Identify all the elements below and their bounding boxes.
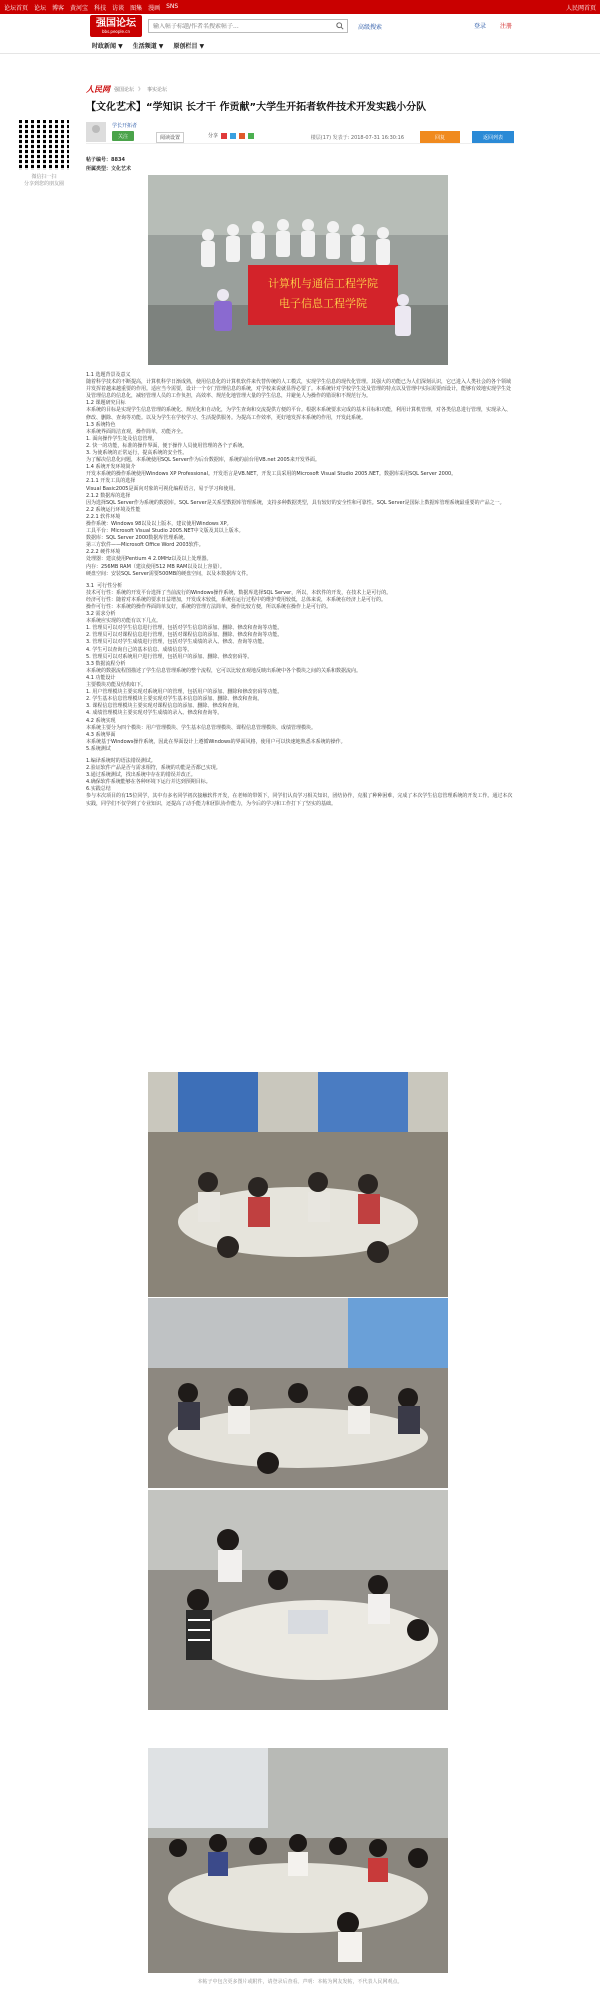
body-paragraph: 1. 用户管理模块主要实现对系统用户的管理，包括用户的添加、删除和修改密码等功能。 bbox=[86, 689, 283, 696]
top-link[interactable]: 科技 bbox=[94, 4, 107, 12]
body-paragraph: 1.3 系统特色 bbox=[86, 421, 116, 428]
top-link[interactable]: 访谈 bbox=[112, 4, 125, 12]
body-paragraph: 5. 管理员可以对系统用户进行管理，包括用户的添加、删除、修改密码等。 bbox=[86, 653, 253, 660]
body-paragraph: 参与本次项目的有15位同学，其中有多名同学初次接触软件开发，在老师的带领下，同学们认真学习相关知识，团结协作，克服了种种困难，完成了本次学生信息管理系统的开发工作。通过本次实践，同学们不仅学到了专业知识，还提高了动手能力和团队协作能力，为今后的学习和工作打下了坚实的基础。 bbox=[86, 793, 513, 807]
logo-sub: bbs.people.cn bbox=[102, 29, 130, 34]
body-paragraph: 4.2 系统实现 bbox=[86, 717, 116, 724]
body-paragraph: 4.3 系统界面 bbox=[86, 731, 116, 738]
register-link[interactable]: 注册 bbox=[499, 23, 512, 30]
body-paragraph: 5.系统测试 bbox=[86, 745, 111, 752]
body-paragraph: 1.编译系统时的语法错误测试。 bbox=[86, 757, 156, 764]
body-paragraph: 1.4 系统开发环境简介 bbox=[86, 464, 136, 471]
classroom-photo-1 bbox=[148, 1072, 448, 1297]
top-link[interactable]: 论坛首页 bbox=[4, 4, 29, 12]
group-photo bbox=[148, 175, 448, 365]
search-icon[interactable] bbox=[333, 20, 347, 32]
search-input[interactable] bbox=[149, 23, 333, 30]
body-paragraph: 本系统主要分为四个模块：用户管理模块、学生基本信息管理模块、课程信息管理模块、成绩管理模块。 bbox=[86, 724, 317, 731]
share-label: 分享 bbox=[208, 133, 219, 139]
breadcrumb-item[interactable]: 强国论坛 bbox=[114, 87, 135, 93]
body-paragraph: 本系统的目标是实现学生信息管理的系统化、规范化和自动化，为学生查询和交流提供方便的平台。根据本系统要求完成的基本目标和功能，利用计算机管理，对各类信息进行管理，实现录入、修改、删除、查询等功能。以及为学生在学校学习、生活提供服务。为提高工作效率，更好地发挥本系统的作用，开发此系统。 bbox=[86, 407, 512, 421]
body-paragraph: 随着科学技术的不断提高，计算机科学日渐成熟，使用信息化的计算机软件来代替传统的人工模式，实现学生信息的现代化管理。其强大的功能已为人们深刻认识，它已进入人类社会的各个领域并发挥着越来越重要的作用。适应当今需要，设计一个专门管理信息的系统，对学校来说就显得必要了。本系统针对学校学生处及管理的特点以及管理中实际需要而设计，能够有效地实现学生处及管理信息的信息化，减轻管理人员的工作负担，高效率、规范化地管理大量的学生信息，并避免人为操作的错误和不规范行为。 bbox=[86, 379, 512, 400]
body-paragraph: Visual Basic2005是面向对象的可视化编程语言，易于学习和使用。 bbox=[86, 485, 239, 492]
body-paragraph: 3. 管理员可以对学生成绩进行管理，包括对学生成绩的录入、修改、查询等功能。 bbox=[86, 639, 268, 646]
body-paragraph: 1. 面向操作学生处及信息管理。 bbox=[86, 435, 158, 442]
page-title: 【文化艺术】“学知识 长才干 作贡献”大学生开拓者软件技术开发实践小分队 bbox=[86, 102, 427, 113]
people-home-link[interactable]: 人民网首页 bbox=[565, 4, 596, 12]
top-link[interactable]: 论坛 bbox=[34, 4, 47, 12]
body-paragraph: 1. 管理员可以对学生信息进行管理，包括对学生信息的添加、删除、修改和查询等功能。 bbox=[86, 625, 283, 632]
search-box bbox=[148, 19, 348, 33]
nav-item-news[interactable]: 时政新闻 ▼ bbox=[92, 43, 123, 50]
body-paragraph: 3.2 需求分析 bbox=[86, 611, 116, 618]
login-link[interactable]: 登录 bbox=[473, 23, 486, 30]
body-paragraph: 操作可行性：本系统的操作界面简单友好，系统的管理方法简单，操作比较方便，所以系统在操作上是可行的。 bbox=[86, 604, 332, 610]
top-link[interactable]: 博客 bbox=[52, 4, 65, 12]
breadcrumb-sep: 》 bbox=[138, 87, 144, 93]
account-links bbox=[474, 21, 512, 30]
body-paragraph: 操作系统：Windows 98以及以上版本，建议使用Windows XP。 bbox=[86, 520, 232, 527]
body-paragraph: 2. 管理员可以对课程信息进行管理，包括对课程信息的添加、删除、修改和查询等功能。 bbox=[86, 632, 283, 639]
body-paragraph: 2.验证软件产品是否与需求相符，系统的功能是否都已实现。 bbox=[86, 765, 221, 772]
back-to-list-button[interactable]: 返回列表 bbox=[472, 131, 514, 143]
nav-item-original[interactable]: 原创栏目 ▼ bbox=[173, 43, 205, 50]
main-nav bbox=[0, 38, 600, 54]
top-link[interactable]: SNS bbox=[166, 2, 179, 10]
body-paragraph: 处理器：建议使用Pentium 4 2.0MHz以及以上处理器。 bbox=[86, 556, 212, 563]
body-paragraph: 数据库：SQL Server 2000数据库管理系统。 bbox=[86, 535, 189, 542]
people-logo[interactable]: 人民网 bbox=[86, 85, 110, 94]
body-paragraph: 本系统应实现的功能有以下几点。 bbox=[86, 618, 162, 625]
body-paragraph: 2. 快一的功能，标准的操作界面，便于操作人员使用管理的各个子系统。 bbox=[86, 442, 248, 449]
weibo-icon[interactable] bbox=[221, 133, 227, 139]
read-settings-button[interactable]: 阅读设置 bbox=[156, 132, 184, 143]
breadcrumb-item[interactable]: 事实论坛 bbox=[147, 87, 168, 93]
body-paragraph: 本系统的数据流程图描述了学生信息管理系统的整个流程，它可以比较直观地反映出系统中各个模块之间的关系和数据流向。 bbox=[86, 667, 362, 674]
classroom-photo-3 bbox=[148, 1490, 448, 1710]
classroom-photo-4 bbox=[148, 1748, 448, 1973]
body-paragraph: 3. 为使系统的正常运行，提高系统的安全性。 bbox=[86, 450, 188, 457]
share-bar bbox=[208, 132, 254, 139]
body-paragraph: 4.1 功能设计 bbox=[86, 674, 116, 681]
body-paragraph: 内存：256MB RAM（建议使用512 MB RAM以及以上容量）。 bbox=[86, 563, 225, 570]
body-paragraph: 硬盘空间：安装SQL Server需要500MB的硬盘空间，以及本数据库文件。 bbox=[86, 570, 252, 577]
qr-caption: 微信扫一扫 分享到您的朋友圈 bbox=[23, 174, 64, 187]
classroom-photo-2 bbox=[148, 1298, 448, 1488]
site-logo[interactable] bbox=[90, 15, 142, 37]
body-paragraph: 1.2 课题研究目标 bbox=[86, 400, 126, 407]
post-id: 帖子编号：8834 bbox=[86, 157, 125, 163]
body-paragraph: 3.1 可行性分析 bbox=[86, 582, 123, 589]
body-paragraph: 3.3 数据流程分析 bbox=[86, 660, 126, 667]
logo-main: 强国论坛 bbox=[96, 18, 136, 29]
body-paragraph: 2.2.2 硬件环境 bbox=[86, 549, 121, 556]
body-paragraph: 4. 成绩管理模块主要实现对学生成绩的录入、修改和查询等。 bbox=[86, 710, 223, 717]
body-paragraph: 2.2.1 软件环境 bbox=[86, 513, 121, 520]
body-paragraph: 开发本系统的操作系统使用Windows XP Professional。开发语言是VB.NET，开发工具采用的Microsoft Visual Studio 2005.NET。数据库采用SQL Server 2000。 bbox=[86, 471, 457, 478]
qr-code-icon bbox=[19, 120, 69, 170]
body-paragraph: 1.1 选题背景及意义 bbox=[86, 372, 131, 378]
body-paragraph: 4. 学生可以查询自己的基本信息、成绩信息等。 bbox=[86, 646, 193, 653]
svg-text:电子信息工程学院: 电子信息工程学院 bbox=[279, 297, 367, 310]
body-paragraph: 经济可行性：随着对本系统的要求日益增加，开发成本较低，系统在运行过程中的维护费用较低，总体来说，本系统在经济上是可行的。 bbox=[86, 596, 387, 603]
author-name[interactable]: 学长开拓者 bbox=[112, 123, 138, 129]
author-bar bbox=[86, 120, 514, 144]
post-meta: 楼层(17) 发表于: 2018-07-31 16:30:16 bbox=[310, 135, 404, 141]
top-links bbox=[4, 3, 178, 12]
body-paragraph: 2.1.1 开发工具的选择 bbox=[86, 478, 136, 485]
top-link[interactable]: 漫画 bbox=[148, 4, 161, 12]
body-paragraph: 4.确保软件系统能够在各种环境下运行并达到预期目标。 bbox=[86, 779, 211, 786]
qr-share bbox=[14, 120, 74, 188]
body-paragraph: 因为选择SQL Server作为系统的数据库。SQL Server是关系型数据库管理系统，支持多种数据类型，具有较好的安全性和可靠性。SQL Server是国际上数据库管理系统最重要的产品之一。 bbox=[86, 499, 505, 506]
body-paragraph: 第三方软件——Microsoft Office Word 2003软件。 bbox=[86, 542, 204, 549]
post-category: 所属类型：文化艺术 bbox=[86, 166, 132, 172]
body-paragraph: 技术可行性：系统的开发平台选择了当前流行的Windows操作系统，数据库选择SQL Server，所以，本软件的开发，在技术上是可行的。 bbox=[86, 589, 392, 596]
top-bar bbox=[0, 0, 600, 14]
wechat-icon[interactable] bbox=[248, 133, 254, 139]
avatar[interactable] bbox=[86, 122, 106, 142]
body-paragraph: 3.通过系统测试，找出系统中存在的错误并改正。 bbox=[86, 772, 196, 779]
body-paragraph: 为了解决信息化问题，本系统使用SQL Server作为后台数据库，系统的前台用VB.net 2005来开发界面。 bbox=[86, 457, 320, 464]
body-paragraph: 6.实践总结 bbox=[86, 786, 111, 793]
body-paragraph: 工具平台：Microsoft Visual Studio 2005.NET中文版及其以上版本。 bbox=[86, 528, 244, 535]
top-link[interactable]: 黄河宝 bbox=[70, 4, 89, 12]
follow-button[interactable]: 关注 bbox=[112, 131, 134, 141]
nav-item-life[interactable]: 生活频道 ▼ bbox=[132, 43, 164, 50]
body-paragraph: 本系统界面简洁直观，操作简单，功能齐全。 bbox=[86, 428, 187, 435]
body-paragraph: 3. 课程信息管理模块主要实现对课程信息的添加、删除、修改和查询。 bbox=[86, 703, 243, 710]
top-link[interactable]: 图集 bbox=[130, 4, 143, 12]
svg-text:计算机与通信工程学院: 计算机与通信工程学院 bbox=[268, 277, 378, 290]
site-header bbox=[0, 14, 600, 38]
body-paragraph: 2. 学生基本信息管理模块主要实现对学生基本信息的添加、删除、修改和查询。 bbox=[86, 696, 263, 703]
advanced-search-link[interactable]: 高级搜索 bbox=[358, 23, 383, 31]
body-paragraph: 本系统基于Windows操作系统，因此在界面设计上遵循Windows的界面风格，使用户可以快速地熟悉本系统的操作。 bbox=[86, 738, 346, 745]
post-body bbox=[86, 372, 514, 808]
renren-icon[interactable] bbox=[239, 133, 245, 139]
reply-button[interactable]: 回复 bbox=[420, 131, 460, 143]
body-paragraph: 主要模块功能及结构如下。 bbox=[86, 682, 147, 689]
body-paragraph: 2.1.2 数据库的选择 bbox=[86, 492, 131, 499]
qzone-icon[interactable] bbox=[230, 133, 236, 139]
page-footer: 本帖子中包含更多图片或附件，请登录后查看。声明：本帖为网友发帖，不代表人民网观点。 bbox=[197, 1979, 403, 1985]
body-paragraph: 2.2 系统运行环境及性能 bbox=[86, 506, 141, 513]
breadcrumb bbox=[86, 84, 167, 95]
